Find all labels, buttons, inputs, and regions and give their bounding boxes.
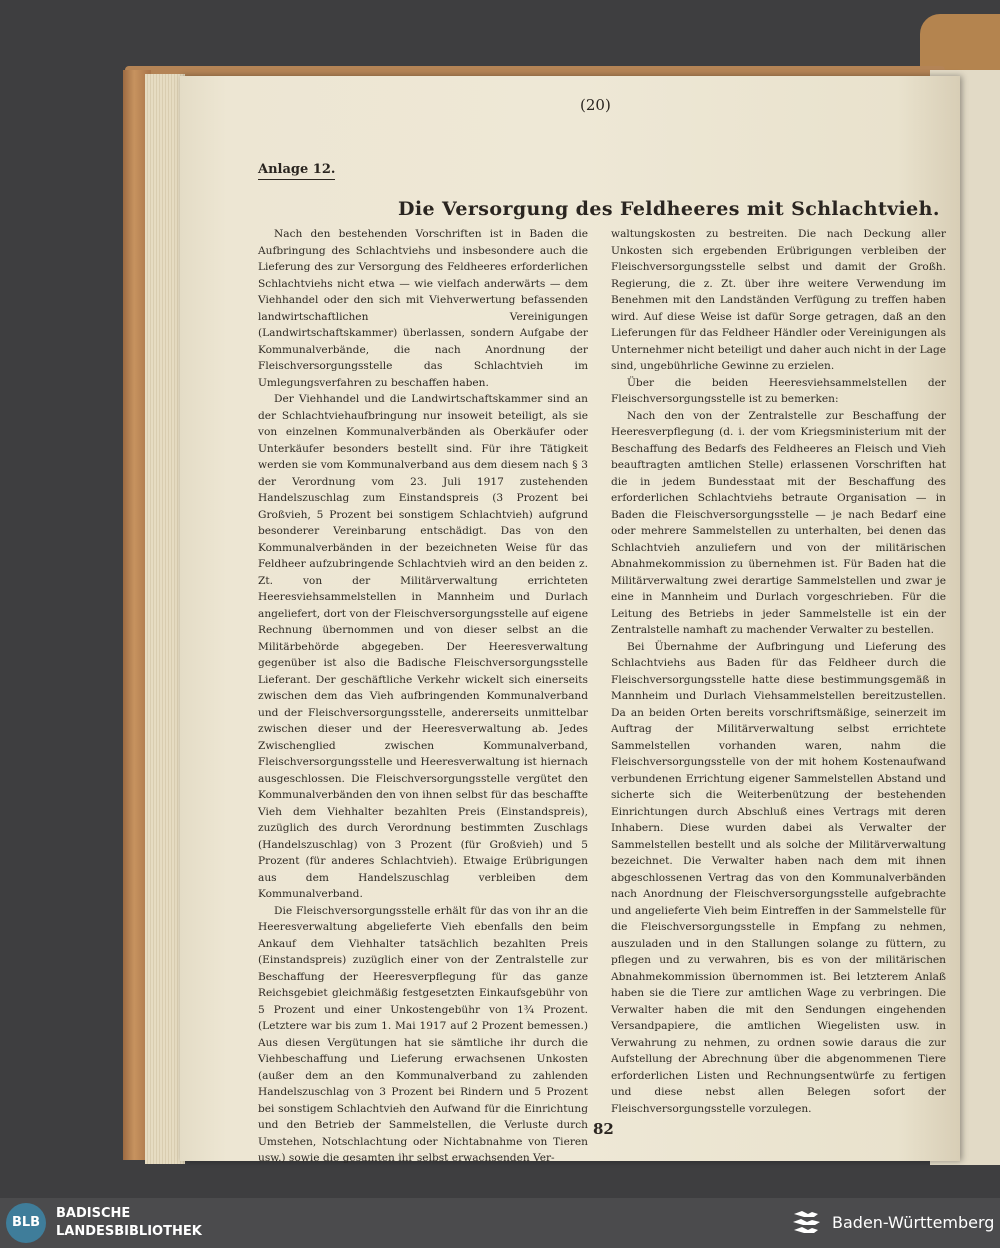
coat-of-arms-icon[interactable]: [790, 1206, 824, 1240]
page-stack: [145, 74, 185, 1164]
library-name-line1: BADISCHE: [56, 1206, 131, 1221]
book-cover-corner: [920, 14, 1000, 74]
left-column: [258, 226, 588, 1167]
paragraph: Die Fleischversorgungsstelle erhält für das von ihr an die Heeresverwaltung abgelieferte Vieh ebenfalls den beim Ankauf dem Viehhalter tatsächlich bezahlten Preis (Einstandspreis) zuzüglich einer von der Zentralstelle zur Beschaffung der Heeresverpflegung für das ganze Reichsgebiet gleichmäßig festgesetzten Einkaufsgebühr von 5 Prozent und einer Unkostengebühr von 1¾ Prozent. (Letztere war bis zum 1. Mai 1917 auf 2 Prozent bemessen.) Aus diesen Vergütungen hat sie sämtliche ihr durch die Viehbeschaffung und Lieferung erwachsenen Unkosten (außer dem an den Kommunalverband zu zahlenden Handelszuschlag von 3 Prozent bei Rindern und 5 Prozent bei sonstigem Schlachtvieh den Aufwand für die Einrichtung und den Betrieb der Sammelstellen, die Verluste durch Umstehen, Notschlachtung oder Nichtabnahme von Tieren usw.) sowie die gesamten ihr selbst erwachsenden Ver-: [258, 904, 588, 1164]
footer-bar: [0, 1198, 1000, 1248]
paragraph: Über die beiden Heeresviehsammelstellen der Fleischversorgungsstelle ist zu bemerken:: [611, 376, 946, 405]
page-number: 82: [593, 1120, 614, 1138]
appendix-label: Anlage 12.: [258, 162, 335, 180]
library-name[interactable]: [56, 1205, 202, 1241]
document-page: [180, 76, 960, 1164]
page-title: Die Versorgung des Feldheeres mit Schlachtvieh.: [398, 198, 940, 220]
page-header: (20): [580, 96, 611, 114]
paragraph: Nach den bestehenden Vorschriften ist in Baden die Aufbringung des Schlachtviehs und insbesondere auch die Lieferung des zur Versorgung des Feldheeres erforderlichen Schlachtviehs nicht etwa — wie vielfach anderwärts — dem Viehhandel oder den sich mit Viehverwertung befassenden landwirtschaftlichen Vereinigungen (Landwirtschaftskammer) überlassen, sondern Aufgabe der Kommunalverbände, die nach Anordnung der Fleischversorgungsstelle das Schlachtvieh im Umlegungsverfahren zu beschaffen haben.: [258, 228, 588, 389]
paragraph: Bei Übernahme der Aufbringung und Lieferung des Schlachtviehs aus Baden für das Feldheer durch die Fleischversorgungsstelle hatte diese bestimmungsgemäß in Mannheim und Durlach Viehsammelstellen bereitzustellen. Da an beiden Orten bereits vorschriftsmäßige, seinerzeit im Auftrag der Militärverwaltung selbst errichtete Sammelstellen vorhanden waren, nahm die Fleischversorgungsstelle von der mit hohem Kostenaufwand verbundenen Errichtung eigener Sammelstellen Abstand und sicherte sich die Weiterbenützung der bestehenden Einrichtungen durch Abschluß eines Vertrags mit deren Inhabern. Diese wurden dabei als Verwalter der Sammelstellen bestellt und als solche der Militärverwaltung bezeichnet. Die Verwalter haben nach dem mit ihnen abgeschlossenen Vertrag das von den Kommunalverbänden nach Anordnung der Fleischversorgungsstelle aufgebrachte und angelieferte Vieh beim Eintreffen in der Sammelstelle für die Fleischversorgungsstelle in Empfang zu nehmen, auszuladen und in den Stallungen solange zu füttern, zu pflegen und zu verwahren, bis es von der militärischen Abnahmekommission übernommen ist. Bei letzterem Anlaß haben sie die Tiere zur amtlichen Wage zu verbringen. Die Verwalter haben die mit den Sendungen eingehenden Versandpapiere, die amtlichen Wiegelisten usw. in Verwahrung zu nehmen, zu ordnen sowie daraus die zur Aufstellung der Abrechnung über die abgenommenen Tiere erforderlichen Listen und Rechnungsentwürfe zu fertigen und diese nebst allen Belegen sofort der Fleischversorgungsstelle vorzulegen.: [611, 640, 946, 1115]
paragraph: Nach den von der Zentralstelle zur Beschaffung der Heeresverpflegung (d. i. der vom Kriegsministerium mit der Beschaffung des Bedarfs des Feldheeres an Fleisch und Vieh beauftragten amtlichen Stelle) erlassenen Vorschriften hat die in jedem Bundesstaat mit der Beschaffung des erforderlichen Schlachtviehs betraute Organisation — in Baden die Fleischversorgungsstelle — je nach Bedarf eine oder mehrere Sammelstellen zu unterhalten, bei denen das Schlachtvieh anzuliefern und von der militärischen Abnahmekommission zu übernehmen ist. Für Baden hat die Militärverwaltung zwei derartige Sammelstellen und zwar je eine in Mannheim und Durlach vorgeschrieben. Für die Leitung des Betriebs in jeder Sammelstelle ist ein der Zentralstelle namhaft zu machender Verwalter zu bestellen.: [611, 409, 946, 636]
state-name[interactable]: Baden-Württemberg: [832, 1213, 995, 1232]
right-column: [611, 226, 946, 1117]
library-name-line2: LANDESBIBLIOTHEK: [56, 1224, 202, 1239]
blb-logo-icon[interactable]: BLB: [6, 1203, 46, 1243]
paragraph: Der Viehhandel und die Landwirtschaftskammer sind an der Schlachtviehaufbringung nur insoweit beteiligt, als sie von einzelnen Kommunalverbänden als Oberkäufer oder Unterkäufer besonders bestellt sind. Für ihre Tätigkeit werden sie vom Kommunalverband aus dem diesem nach § 3 der Verordnung vom 23. Juli 1917 zustehenden Handelszuschlag zum Einstandspreis (3 Prozent bei Großvieh, 5 Prozent bei sonstigem Schlachtvieh) aufgrund besonderer Vereinbarung entschädigt. Das von den Kommunalverbänden in der bezeichneten Weise für das Feldheer aufzubringende Schlachtvieh wird an den beiden z. Zt. von der Militärverwaltung errichteten Heeresviehsammelstellen in Mannheim und Durlach angeliefert, dort von der Fleischversorgungsstelle auf eigene Rechnung übernommen und von dieser selbst an die Militärbehörde abgegeben. Der Heeresverwaltung gegenüber ist also die Badische Fleischversorgungsstelle Lieferant. Der geschäftliche Verkehr wickelt sich einerseits zwischen dem das Vieh aufbringenden Kommunalverband und der Fleischversorgungsstelle, andererseits unmittelbar zwischen dieser und der Heeresverwaltung ab. Jedes Zwischenglied zwischen Kommunalverband, Fleischversorgungsstelle und Heeresverwaltung ist hiernach ausgeschlossen. Die Fleischversorgungsstelle vergütet den Kommunalverbänden den von ihnen selbst für das beschaffte Vieh dem Viehhalter bezahlten Preis (Einstandspreis), zuzüglich des durch Verordnung bestimmten Zuschlags (Handelszuschlag) von 3 Prozent (für Großvieh) und 5 Prozent (für anderes Schlachtvieh). Etwaige Erübrigungen aus dem Handelszuschlag verbleiben dem Kommunalverband.: [258, 393, 588, 900]
paragraph: waltungskosten zu bestreiten. Die nach Deckung aller Unkosten sich ergebenden Erübrigungen verbleiben der Fleischversorgungsstelle selbst und damit der Großh. Regierung, die z. Zt. über ihre weitere Verwendung im Benehmen mit den Landständen Verfügung zu treffen haben wird. Auf diese Weise ist dafür Sorge getragen, daß an den Lieferungen für das Feldheer Händler oder Vereinigungen als Unternehmer nicht beteiligt und daher auch nicht in der Lage sind, ungebührliche Gewinne zu erzielen.: [611, 228, 946, 372]
